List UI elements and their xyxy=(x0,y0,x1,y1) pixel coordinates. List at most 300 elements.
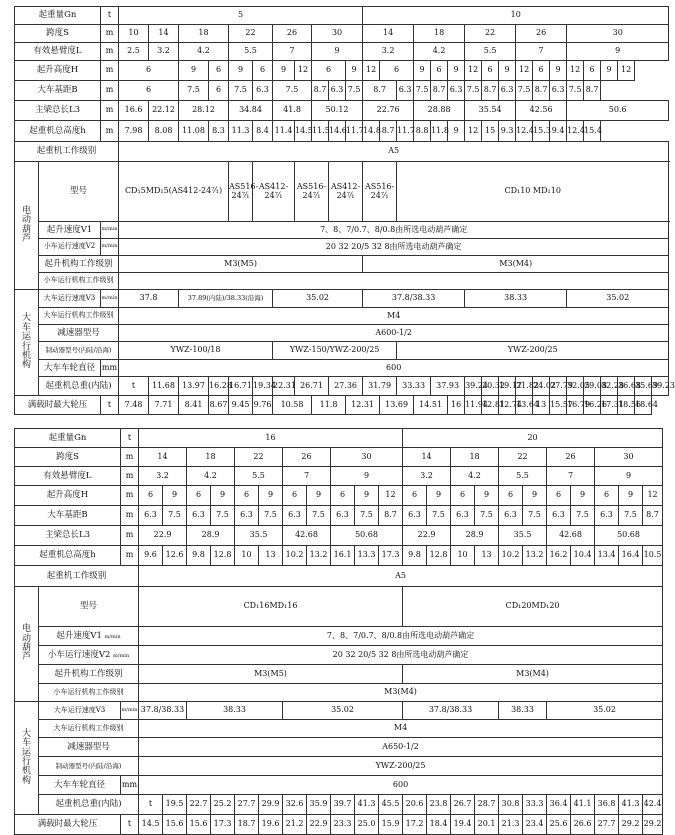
data-cell: 12 xyxy=(567,61,584,81)
data-cell: 6 xyxy=(283,486,307,506)
data-cell: 9 xyxy=(567,43,669,61)
data-cell: 11.5 xyxy=(312,121,329,142)
data-cell: 18 xyxy=(414,25,465,43)
data-cell: 35.54 xyxy=(465,101,516,121)
unit-cell: mm xyxy=(101,360,119,377)
unit-cell: m/min xyxy=(101,290,119,308)
data-cell: 6.3 xyxy=(451,506,475,526)
data-cell: 37.8 xyxy=(119,290,179,308)
data-cell: 16.26 xyxy=(584,396,601,415)
data-cell: 6.3 xyxy=(550,81,567,101)
data-cell: 7 xyxy=(516,43,567,61)
data-cell: 9 xyxy=(595,467,663,486)
row-hoist-duty xyxy=(15,256,669,273)
data-cell: 12 xyxy=(643,486,663,506)
data-cell: 14 xyxy=(403,448,451,467)
data-cell: AS516-24⁷⁄₁ xyxy=(363,162,397,222)
row-trolley-duty xyxy=(15,684,663,702)
row-label: 跨度S xyxy=(15,25,101,43)
data-cell: 19.5 xyxy=(163,795,187,815)
data-cell: 6 xyxy=(380,61,414,81)
data-cell: 41.3 xyxy=(355,795,379,815)
data-cell: 12 xyxy=(465,121,482,142)
data-cell: 26 xyxy=(273,25,312,43)
data-cell: 27.7 xyxy=(595,815,619,835)
data-cell: A5 xyxy=(119,142,669,162)
data-cell: 6 xyxy=(209,81,229,101)
data-cell: 9 xyxy=(331,467,403,486)
data-cell: 11.7 xyxy=(397,121,414,142)
row-label: 起升速度V1 xyxy=(39,222,101,239)
data-cell: AS516-24⁷⁄₁ xyxy=(229,162,253,222)
data-cell: 6 xyxy=(187,486,211,506)
data-cell: A600-1/2 xyxy=(119,325,669,342)
data-cell: 39.23 xyxy=(652,377,669,396)
data-cell: 10.4 xyxy=(571,546,595,566)
data-cell: 14 xyxy=(139,448,187,467)
data-cell: 37.93 xyxy=(431,377,465,396)
data-cell: A5 xyxy=(139,566,663,587)
data-cell: 4.2 xyxy=(187,467,235,486)
data-cell: 8.7 xyxy=(431,81,448,101)
data-cell: 12.8 xyxy=(427,546,451,566)
data-cell: 11.68 xyxy=(149,377,179,396)
data-cell: 6 xyxy=(119,61,179,81)
lift-speed-unit: m/min xyxy=(104,633,121,640)
data-cell: 12.74 xyxy=(499,396,516,415)
data-cell: 7、8、7/0.7、8/0.8由所选电动葫芦确定 xyxy=(119,222,669,239)
data-cell: 21.82 xyxy=(516,377,533,396)
unit-cell: t xyxy=(139,795,163,815)
data-cell: 6 xyxy=(584,61,601,81)
data-cell: 18.4 xyxy=(427,815,451,835)
data-cell: 45.5 xyxy=(379,795,403,815)
row-base xyxy=(15,506,663,526)
data-cell: 9 xyxy=(601,61,618,81)
trolley-speed-label: 小车运行速度V2 xyxy=(47,649,111,660)
data-cell: 35.02 xyxy=(567,290,669,308)
data-cell: 6 xyxy=(482,61,499,81)
data-cell: 6.3 xyxy=(235,506,259,526)
data-cell: 7.5 xyxy=(427,506,451,526)
data-cell: 22.76 xyxy=(363,101,414,121)
unit-cell: m xyxy=(101,61,119,81)
data-cell: 22 xyxy=(229,25,273,43)
unit-cell: t xyxy=(121,815,139,835)
row-label: 大车运行速度V3 xyxy=(39,702,121,720)
data-cell: 18.64 xyxy=(635,396,652,415)
data-cell: 7.5 xyxy=(619,506,643,526)
unit-cell: m xyxy=(101,101,119,121)
row-load xyxy=(15,429,663,448)
data-cell: 16 xyxy=(448,396,465,415)
data-cell: 6.3 xyxy=(253,81,273,101)
data-cell: 26 xyxy=(516,25,567,43)
data-cell: 11.7 xyxy=(346,121,363,142)
data-cell: 15.4 xyxy=(584,121,601,142)
data-cell: 9 xyxy=(312,43,363,61)
data-cell: 9 xyxy=(550,61,567,81)
row-label: 制动器型号(内陆/沿海) xyxy=(39,757,139,776)
row-wheel xyxy=(15,776,663,795)
data-cell: 7.98 xyxy=(119,121,149,142)
data-cell: 32.6 xyxy=(283,795,307,815)
row-label: 满载时最大轮压 xyxy=(15,396,101,415)
data-cell: 5.5 xyxy=(229,43,273,61)
data-cell: 9 xyxy=(307,486,331,506)
data-cell: 28.7 xyxy=(475,795,499,815)
row-overhang xyxy=(15,467,663,486)
data-cell: 26 xyxy=(283,448,331,467)
row-label: 大车车轮直径 xyxy=(39,776,121,795)
data-cell: 36.68 xyxy=(618,377,635,396)
data-cell: 16.6 xyxy=(119,101,149,121)
data-cell: 9.8 xyxy=(403,546,427,566)
data-cell: 12 xyxy=(516,61,533,81)
data-cell: 28.88 xyxy=(414,101,465,121)
data-cell: 6.3 xyxy=(499,506,523,526)
row-label: 小车运行机构工作级别 xyxy=(39,684,139,702)
data-cell: 13.69 xyxy=(380,396,414,415)
data-cell: 30 xyxy=(312,25,363,43)
data-cell: 9 xyxy=(571,486,595,506)
data-cell: 7.5 xyxy=(414,81,431,101)
row-wheel-load xyxy=(15,396,669,415)
row-duty-class xyxy=(15,142,669,162)
data-cell: M3(M5) xyxy=(139,665,403,684)
data-cell: 26.6 xyxy=(571,815,595,835)
data-cell: 35.02 xyxy=(547,702,663,720)
data-cell: 11.8 xyxy=(431,121,448,142)
row-label: 大车运行机构工作级别 xyxy=(39,720,139,738)
data-cell: 9.6 xyxy=(139,546,163,566)
data-cell: 20.1 xyxy=(475,815,499,835)
unit-cell: t xyxy=(119,377,149,396)
load-value-b: 10 xyxy=(363,7,669,25)
unit-cell: t xyxy=(121,429,139,448)
data-cell: 28.9 xyxy=(451,526,499,546)
data-cell: 38.33 xyxy=(465,290,567,308)
data-cell: 6 xyxy=(253,61,273,81)
row-label: 起升高度H xyxy=(15,61,101,81)
row-wheel-load xyxy=(15,815,663,835)
data-cell: 6.3 xyxy=(329,81,346,101)
data-cell: 6 xyxy=(547,486,571,506)
data-cell: 11.3 xyxy=(229,121,253,142)
data-cell: 26.7 xyxy=(451,795,475,815)
data-cell: 6.3 xyxy=(499,81,516,101)
data-cell: 41.1 xyxy=(571,795,595,815)
data-cell: 12.4 xyxy=(567,121,584,142)
data-cell: 6 xyxy=(451,486,475,506)
row-label: 大车运行机构工作级别 xyxy=(39,308,119,325)
data-cell: 18.7 xyxy=(235,815,259,835)
data-cell: CD₁10 MD₁10 xyxy=(397,162,669,222)
row-lift-speed xyxy=(15,222,669,239)
row-hoist-duty xyxy=(15,665,663,684)
data-cell: 12.6 xyxy=(163,546,187,566)
data-cell: 9 xyxy=(427,486,451,506)
data-cell: M3(M5) xyxy=(119,256,363,273)
data-cell: 35.69 xyxy=(635,377,652,396)
data-cell: 8.4 xyxy=(253,121,273,142)
data-cell: A650-1/2 xyxy=(139,738,663,757)
row-label: 起升机构工作级别 xyxy=(39,256,119,273)
data-cell: 7.5 xyxy=(567,81,584,101)
data-cell: 42.4 xyxy=(643,795,663,815)
data-cell: 8.7 xyxy=(363,81,397,101)
data-cell: 3.2 xyxy=(149,43,179,61)
data-cell: 37.8/38.33 xyxy=(139,702,187,720)
data-cell: 6.3 xyxy=(397,81,414,101)
data-cell: 9 xyxy=(273,61,295,81)
data-cell: 14.8 xyxy=(363,121,380,142)
data-cell: 35.02 xyxy=(283,702,403,720)
data-cell: 6.3 xyxy=(283,506,307,526)
data-cell: AS516-24⁷⁄₁ xyxy=(295,162,329,222)
data-cell: 10.2 xyxy=(283,546,307,566)
data-cell: 28.9 xyxy=(187,526,235,546)
data-cell: 7.5 xyxy=(163,506,187,526)
data-cell: 7.5 xyxy=(465,81,482,101)
data-cell: M3(M4) xyxy=(403,665,663,684)
data-cell: 17.3 xyxy=(379,546,403,566)
row-wheel xyxy=(15,360,669,377)
data-cell: 29.2 xyxy=(643,815,663,835)
data-cell: 27.7 xyxy=(235,795,259,815)
data-cell: 10 xyxy=(235,546,259,566)
row-label: 起重机总重(内陆) xyxy=(39,377,119,396)
data-cell: 30 xyxy=(331,448,403,467)
row-span xyxy=(15,25,669,43)
data-cell: 9 xyxy=(523,486,547,506)
data-cell: 22.9 xyxy=(307,815,331,835)
data-cell: 7.5 xyxy=(475,506,499,526)
data-cell: 37.8/38.33 xyxy=(403,702,499,720)
data-cell: 20 32 20/5 32 8由所选电动葫芦确定 xyxy=(139,646,663,665)
data-cell: 9 xyxy=(619,486,643,506)
row-label: 满载时最大轮压 xyxy=(15,815,121,835)
row-lift-height xyxy=(15,486,663,506)
unit-cell: m/min xyxy=(101,222,119,239)
data-cell: 42.68 xyxy=(547,526,595,546)
data-cell: 6 xyxy=(595,486,619,506)
data-cell: 13.2 xyxy=(523,546,547,566)
data-cell: 22.9 xyxy=(139,526,187,546)
row-label: 有效悬臂度L xyxy=(15,43,101,61)
row-lift-speed xyxy=(15,627,663,646)
load-value-b: 20 xyxy=(403,429,663,448)
data-cell: 8.7 xyxy=(482,81,499,101)
data-cell: 19.34 xyxy=(253,377,273,396)
data-cell: 14 xyxy=(149,25,179,43)
unit-cell: m xyxy=(101,43,119,61)
row-brake xyxy=(15,342,669,360)
data-cell: 16.79 xyxy=(567,396,584,415)
row-label: 有效悬臂度L xyxy=(15,467,121,486)
unit-cell: t xyxy=(101,396,119,415)
data-cell: 11.8 xyxy=(312,396,346,415)
data-cell: 19.17 xyxy=(499,377,516,396)
spec-table-5t-10t xyxy=(14,6,675,415)
row-label: 小车运行速度V2 xyxy=(39,239,101,256)
data-cell: 32.05 xyxy=(567,377,584,396)
row-trolley-speed xyxy=(15,646,663,665)
data-cell: AS412-24⁷⁄₁ xyxy=(329,162,363,222)
unit-cell: m/min xyxy=(101,239,119,256)
data-cell: 26 xyxy=(547,448,595,467)
row-label: 大车车轮直径 xyxy=(39,360,101,377)
row-crane-speed xyxy=(15,702,663,720)
data-cell: AS412-24⁷⁄₁ xyxy=(253,162,295,222)
data-cell: 6 xyxy=(139,486,163,506)
unit-cell: m xyxy=(121,486,139,506)
data-cell: 8.7 xyxy=(312,81,329,101)
row-reducer xyxy=(15,738,663,757)
data-cell: 20.6 xyxy=(403,795,427,815)
row-trolley-speed xyxy=(15,239,669,256)
data-cell: 8.7 xyxy=(584,81,601,101)
data-cell: 41.3 xyxy=(619,795,643,815)
data-cell: 27.36 xyxy=(329,377,363,396)
data-cell: 7、8、7/0.7、8/0.8由所选电动葫芦确定 xyxy=(139,627,663,646)
data-cell: 50.68 xyxy=(595,526,663,546)
data-cell: 600 xyxy=(119,360,669,377)
row-label: 减速器型号 xyxy=(39,325,119,342)
data-cell: 30 xyxy=(567,25,669,43)
data-cell: 22 xyxy=(235,448,283,467)
data-cell: 17.31 xyxy=(601,396,618,415)
row-label: 小车运行机构工作级别 xyxy=(39,273,119,290)
data-cell: 30.8 xyxy=(499,795,523,815)
data-cell: 22.9 xyxy=(403,526,451,546)
data-cell: 9 xyxy=(163,486,187,506)
unit-cell: t xyxy=(101,7,119,25)
row-label: 起重机工作级别 xyxy=(15,142,119,162)
data-cell: 9 xyxy=(499,61,516,81)
data-cell: 12.31 xyxy=(346,396,380,415)
data-cell: 16.71 xyxy=(229,377,253,396)
data-cell: M4 xyxy=(119,308,669,325)
data-cell: 16.4 xyxy=(619,546,643,566)
data-cell: 5.5 xyxy=(235,467,283,486)
data-cell: 14.5 xyxy=(139,815,163,835)
data-cell: 4.2 xyxy=(179,43,229,61)
spec-table-16t-20t xyxy=(14,428,663,835)
data-cell: 12 xyxy=(363,61,380,81)
data-cell: 29.9 xyxy=(259,795,283,815)
data-cell: M4 xyxy=(139,720,663,738)
data-cell: 13.4 xyxy=(595,546,619,566)
row-total-height xyxy=(15,121,669,142)
row-label: 主梁总长L3 xyxy=(15,101,101,121)
data-cell: 22 xyxy=(465,25,516,43)
data-cell: 15.57 xyxy=(550,396,567,415)
data-cell: 6 xyxy=(331,486,355,506)
data-cell: 10.58 xyxy=(273,396,312,415)
row-label: 型号 xyxy=(39,587,139,627)
data-cell: 50.12 xyxy=(312,101,363,121)
unit-cell: m xyxy=(101,81,119,101)
data-cell: 13.97 xyxy=(179,377,209,396)
data-cell: 29.08 xyxy=(584,377,601,396)
group-label-crane: 大 车 运 行 机 构 xyxy=(15,290,39,396)
data-cell: 12 xyxy=(465,61,482,81)
row-label: 起重机总重(内陆) xyxy=(39,795,139,815)
data-cell: 28.12 xyxy=(179,101,229,121)
data-cell: 8.08 xyxy=(149,121,179,142)
row-reducer xyxy=(15,325,669,342)
row-duty-class xyxy=(15,566,663,587)
data-cell: 22.12 xyxy=(149,101,179,121)
row-label xyxy=(39,627,139,646)
data-cell: 5.5 xyxy=(499,467,547,486)
data-cell: 25.0 xyxy=(355,815,379,835)
data-cell: 4.2 xyxy=(414,43,465,61)
data-cell: 21.2 xyxy=(283,815,307,835)
data-cell: 9 xyxy=(211,486,235,506)
data-cell: 14.6 xyxy=(329,121,346,142)
data-cell: 13.2 xyxy=(307,546,331,566)
data-cell: 33.3 xyxy=(523,795,547,815)
data-cell: 16.28 xyxy=(209,377,229,396)
data-cell: 15 xyxy=(482,121,499,142)
data-cell: 35.9 xyxy=(307,795,331,815)
data-cell: YWZ-200/25 xyxy=(139,757,663,776)
data-cell: 7.5 xyxy=(516,81,533,101)
data-cell: 35.5 xyxy=(235,526,283,546)
row-crane-speed xyxy=(15,290,669,308)
row-label: 大车运行速度V3 xyxy=(39,290,101,308)
data-cell: 23.8 xyxy=(427,795,451,815)
data-cell: 13.64 xyxy=(516,396,533,415)
data-cell: 9 xyxy=(448,61,465,81)
data-cell: 22 xyxy=(499,448,547,467)
data-cell: 16.1 xyxy=(331,546,355,566)
data-cell: 6.3 xyxy=(547,506,571,526)
data-cell: 7 xyxy=(283,467,331,486)
row-base xyxy=(15,81,669,101)
data-cell: 13 xyxy=(259,546,283,566)
data-cell: 18 xyxy=(179,25,229,43)
data-cell: 30 xyxy=(595,448,663,467)
load-value-a: 5 xyxy=(119,7,363,25)
row-crane-duty xyxy=(15,720,663,738)
data-cell: YWZ-200/25 xyxy=(397,342,669,360)
data-cell: 8.7 xyxy=(379,506,403,526)
data-cell: 7.5 xyxy=(211,506,235,526)
row-label: 主梁总长L3 xyxy=(15,526,121,546)
data-cell: 19.4 xyxy=(451,815,475,835)
row-trolley-duty xyxy=(15,273,669,290)
data-cell: 18 xyxy=(451,448,499,467)
data-cell: 23.3 xyxy=(331,815,355,835)
row-label: 跨度S xyxy=(15,448,121,467)
data-cell: 8.7 xyxy=(380,121,397,142)
data-cell: 7.5 xyxy=(229,81,253,101)
data-cell: 23.4 xyxy=(523,815,547,835)
data-cell: 9 xyxy=(448,121,465,142)
data-cell: 11.94 xyxy=(465,396,482,415)
data-cell: 11.4 xyxy=(273,121,295,142)
unit-cell: m xyxy=(121,546,139,566)
data-cell: 42.56 xyxy=(516,101,567,121)
data-cell: 42.68 xyxy=(283,526,331,546)
data-cell: M3(M4) xyxy=(363,256,669,273)
data-cell: 39.7 xyxy=(331,795,355,815)
data-cell: 20 32 20/5 32 8由所选电动葫芦确定 xyxy=(119,239,669,256)
data-cell: 15.9 xyxy=(379,815,403,835)
